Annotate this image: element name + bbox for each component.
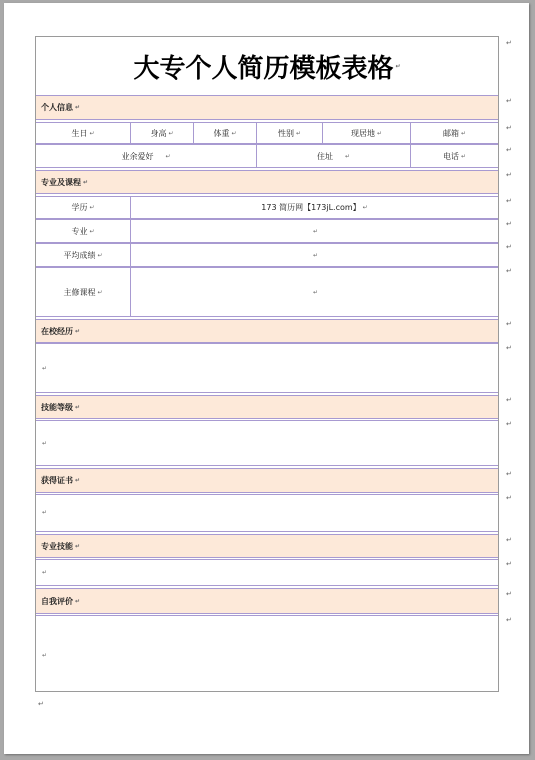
row-end-mark: ↵ xyxy=(506,97,512,105)
row-end-mark: ↵ xyxy=(506,536,512,544)
section-label: 技能等级 xyxy=(41,402,73,412)
section-professional-skills: 专业技能 ↵ xyxy=(36,534,498,558)
section-label: 专业技能 xyxy=(41,541,73,551)
row-end-mark: ↵ xyxy=(506,267,512,275)
section-label: 专业及课程 xyxy=(41,177,81,187)
value-degree[interactable]: 173 简历网【173jL.com】 ↵ xyxy=(130,197,498,218)
value-major[interactable]: ↵ xyxy=(130,220,498,242)
row-end-mark: ↵ xyxy=(506,616,512,624)
edu-row-degree xyxy=(36,196,498,219)
professional-skills-box[interactable]: ↵ xyxy=(36,559,498,586)
cell-phone[interactable]: 电话 ↵ xyxy=(410,145,498,167)
row-end-mark: ↵ xyxy=(506,146,512,154)
cell-height[interactable]: 身高 ↵ xyxy=(130,123,193,143)
label-gpa: 平均成绩 ↵ xyxy=(63,250,103,260)
cell-weight[interactable]: 体重 ↵ xyxy=(193,123,256,143)
section-skill-level: 技能等级 ↵ xyxy=(36,395,498,419)
cell-gender[interactable]: 性别 ↵ xyxy=(256,123,322,143)
skill-level-box[interactable]: ↵ xyxy=(36,420,498,466)
paragraph-mark: ↵ xyxy=(395,62,401,70)
section-label: 自我评价 xyxy=(41,596,73,606)
section-label: 获得证书 xyxy=(41,476,73,485)
label-courses: 主修课程 ↵ xyxy=(63,287,103,297)
document-title xyxy=(36,37,498,95)
paragraph-mark: ↵ xyxy=(75,104,81,111)
row-end-mark: ↵ xyxy=(506,124,512,132)
cell-hobbies[interactable]: 业余爱好 ↵ xyxy=(121,151,171,161)
self-evaluation-box[interactable]: ↵ xyxy=(36,615,498,691)
section-campus-experience: 在校经历 ↵ xyxy=(36,319,498,343)
value-gpa[interactable]: ↵ xyxy=(130,244,498,266)
section-education: 专业及课程 ↵ xyxy=(36,170,498,194)
resume-table xyxy=(35,36,499,692)
row-end-mark: ↵ xyxy=(506,171,512,179)
personal-row-1 xyxy=(36,122,498,144)
section-label: 个人信息 xyxy=(41,103,73,112)
section-personal-info xyxy=(36,95,498,120)
document-page xyxy=(4,3,529,754)
row-end-mark: ↵ xyxy=(506,590,512,598)
row-end-mark: ↵ xyxy=(506,560,512,568)
row-end-mark: ↵ xyxy=(506,494,512,502)
section-label: 在校经历 xyxy=(41,326,73,336)
label-major: 专业 ↵ xyxy=(71,226,95,236)
row-end-mark: ↵ xyxy=(506,470,512,478)
row-end-mark: ↵ xyxy=(506,197,512,205)
section-certificates: 获得证书 ↵ xyxy=(36,468,498,493)
row-end-mark: ↵ xyxy=(506,320,512,328)
campus-experience-box[interactable]: ↵ xyxy=(36,343,498,393)
edu-row-courses xyxy=(36,267,498,317)
cell-address[interactable]: 住址 ↵ xyxy=(256,145,410,167)
label-degree: 学历 ↵ xyxy=(71,203,95,212)
row-end-mark: ↵ xyxy=(506,243,512,251)
value-courses[interactable]: ↵ xyxy=(130,268,498,316)
row-end-mark: ↵ xyxy=(506,220,512,228)
section-self-evaluation: 自我评价 ↵ xyxy=(36,588,498,614)
title-text: 大专个人简历模板表格 xyxy=(133,53,394,84)
paragraph-end-mark: ↵ xyxy=(38,700,44,708)
cell-birthday[interactable]: 生日 ↵ xyxy=(71,128,95,138)
row-end-mark: ↵ xyxy=(506,39,512,47)
cell-email[interactable]: 邮箱 ↵ xyxy=(410,123,498,143)
edu-row-major xyxy=(36,219,498,243)
personal-row-2 xyxy=(36,144,498,168)
edu-row-gpa xyxy=(36,243,498,267)
row-end-mark: ↵ xyxy=(506,344,512,352)
row-end-mark: ↵ xyxy=(506,396,512,404)
row-end-mark: ↵ xyxy=(506,420,512,428)
certificates-box[interactable]: ↵ xyxy=(36,494,498,532)
cell-residence[interactable]: 现居地 ↵ xyxy=(322,123,410,143)
